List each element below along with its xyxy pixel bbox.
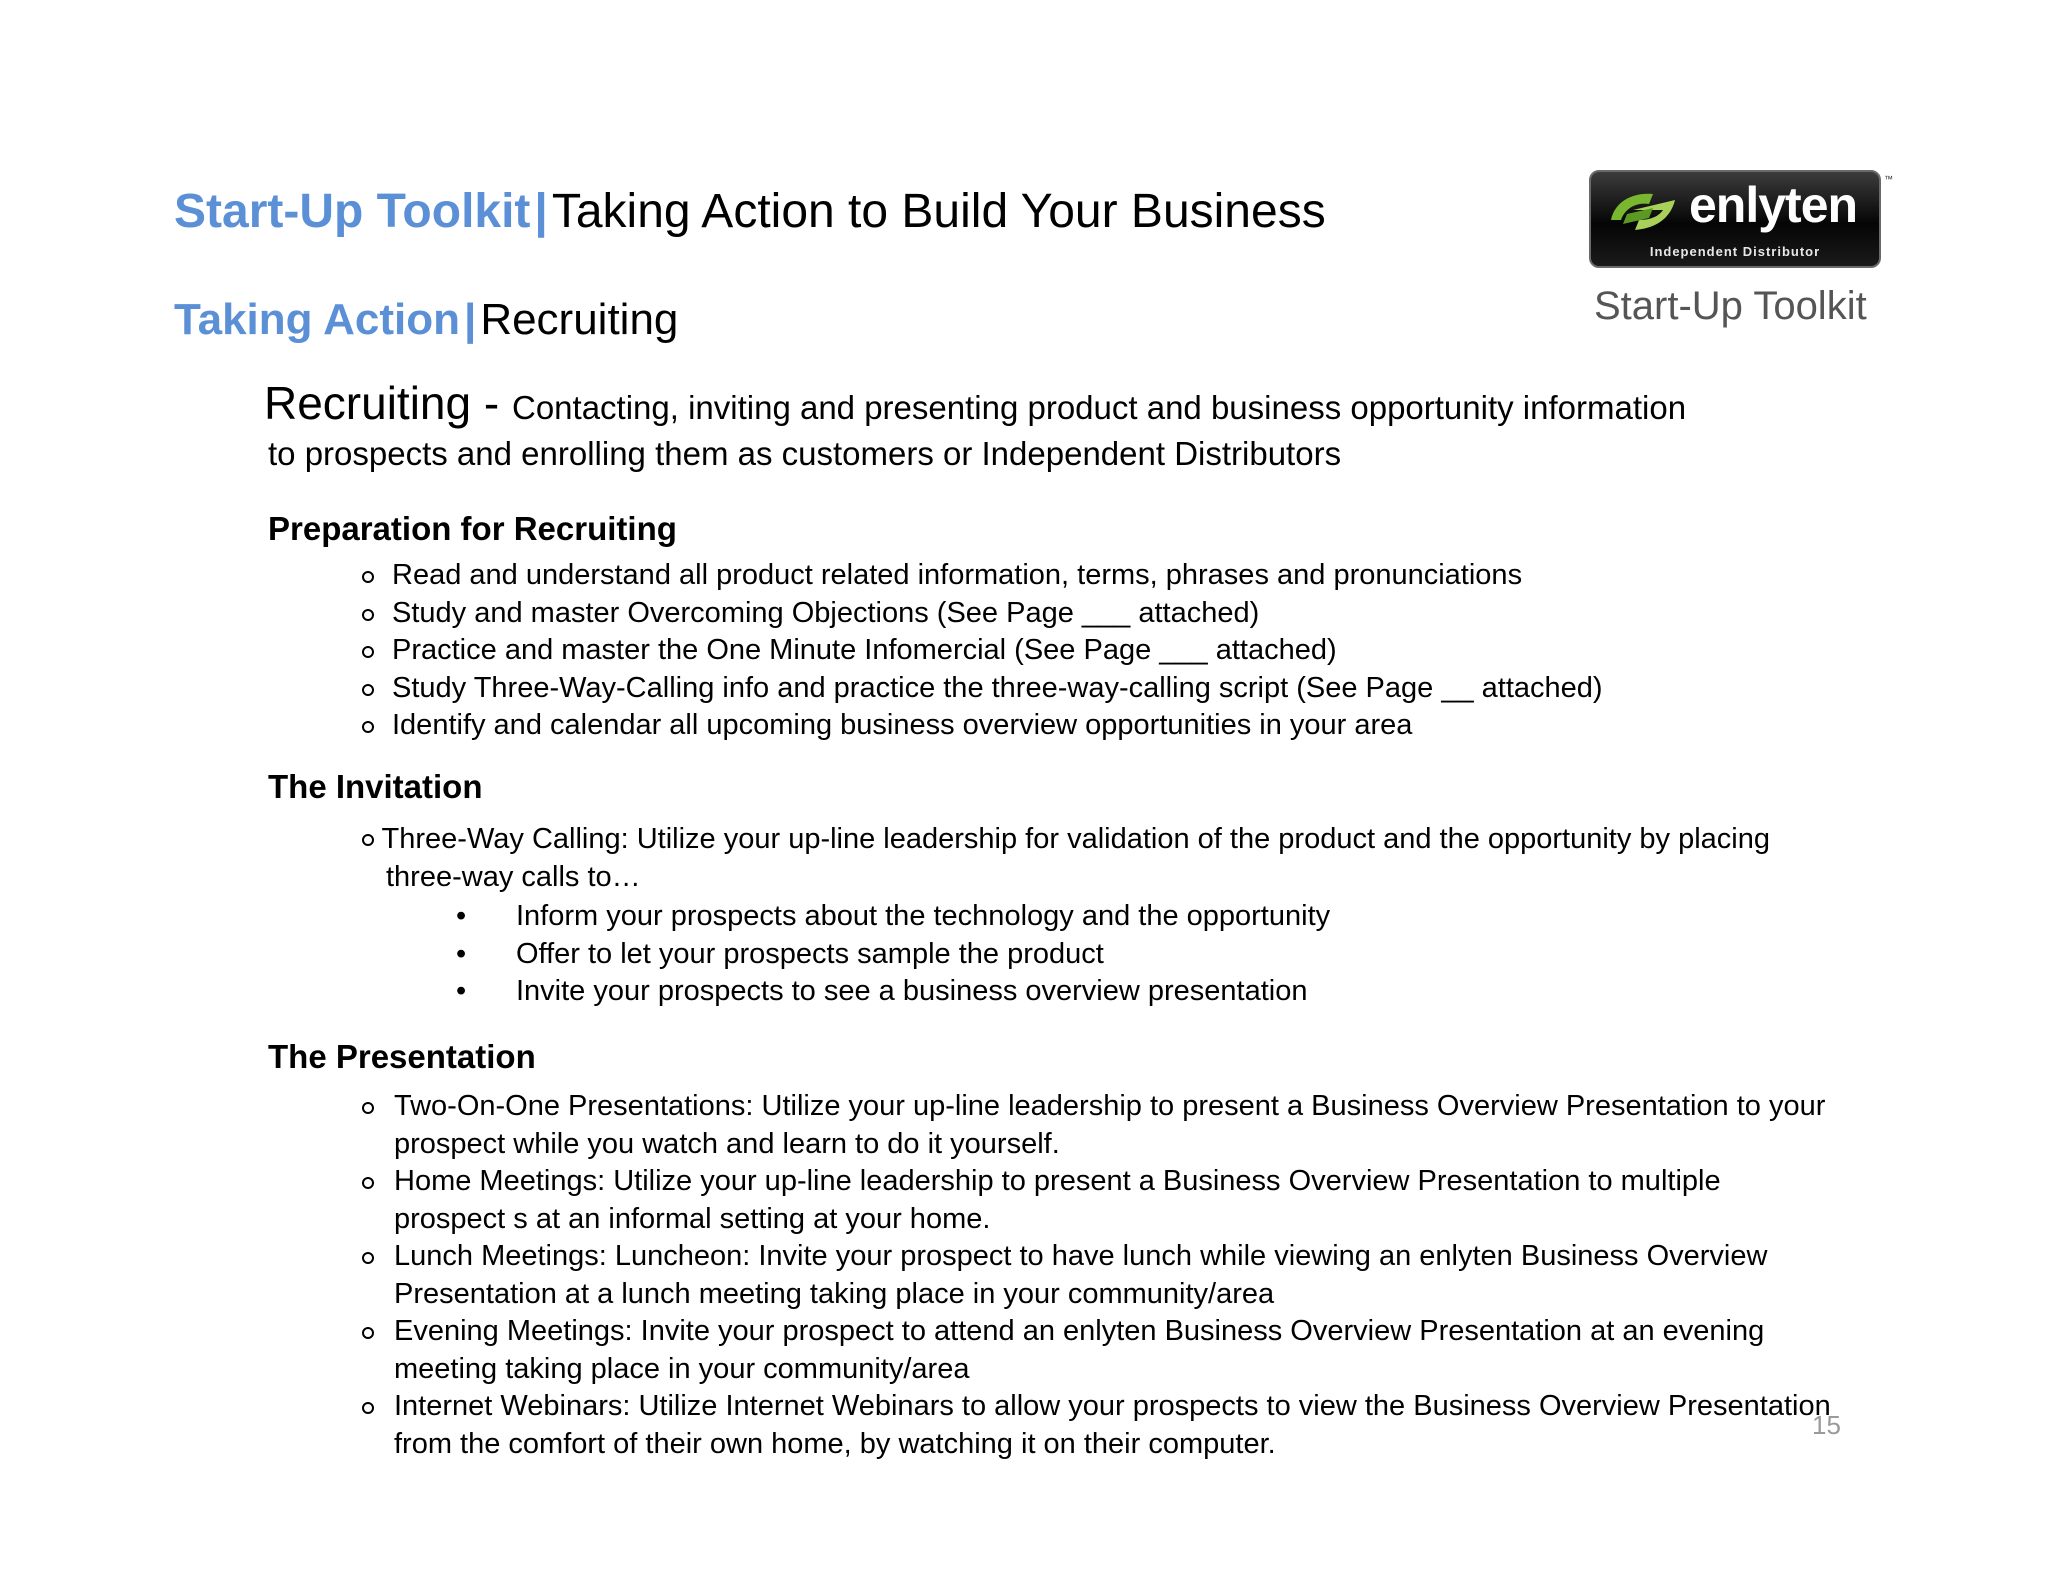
invitation-intro xyxy=(362,820,1770,896)
definition-line-2: to prospects and enrolling them as customers or Independent Distributors xyxy=(268,435,1342,472)
invitation-heading: The Invitation xyxy=(268,768,483,805)
circle-bullet-icon xyxy=(362,834,374,846)
circle-bullet-icon xyxy=(362,1402,374,1414)
page-title xyxy=(174,185,1326,238)
definition-term: Recruiting xyxy=(264,377,472,429)
preparation-list xyxy=(362,557,1603,745)
presentation-heading: The Presentation xyxy=(268,1038,536,1075)
bullet-icon: • xyxy=(456,900,467,932)
circle-bullet-icon xyxy=(362,1177,374,1189)
list-item: Read and understand all product related information, terms, phrases and pronunciations xyxy=(362,557,1603,595)
circle-bullet-icon xyxy=(362,684,374,696)
list-item: Two-On-One Presentations: Utilize your up-line leadership to present a Business Overview Presentation to your prospect while you watch and learn to do it yourself. xyxy=(362,1088,1831,1163)
circle-bullet-icon xyxy=(362,1102,374,1114)
definition-line-1: Contacting, inviting and presenting product and business opportunity information xyxy=(511,389,1687,426)
logo-wordmark: enlyten xyxy=(1689,177,1858,233)
recruiting-definition xyxy=(264,377,1687,477)
list-item: Internet Webinars: Utilize Internet Webinars to allow your prospects to view the Business Overview Presentation from the comfort of their own home, by watching it on their computer. xyxy=(362,1388,1831,1463)
circle-bullet-icon xyxy=(362,1327,374,1339)
section-separator: | xyxy=(464,295,477,344)
title-separator: | xyxy=(534,185,548,238)
subsection-label: Recruiting xyxy=(480,295,679,344)
enlyten-logo xyxy=(1589,170,1881,268)
invitation-intro-line-2: three-way calls to… xyxy=(386,861,641,893)
presentation-list xyxy=(362,1088,1831,1463)
invitation-intro-line-1: Three-Way Calling: Utilize your up-line leadership for validation of the product and the opportunity by placing xyxy=(381,823,1771,855)
enlyten-swoosh-icon xyxy=(1605,186,1681,236)
list-item: • Invite your prospects to see a business overview presentation xyxy=(456,973,1330,1011)
section-label: Taking Action xyxy=(174,295,460,344)
section-title xyxy=(174,295,679,344)
circle-bullet-icon xyxy=(362,1252,374,1264)
bullet-icon: • xyxy=(456,975,467,1007)
title-text: Taking Action to Build Your Business xyxy=(551,185,1326,238)
list-item: Study Three-Way-Calling info and practice the three-way-calling script (See Page __ attached) xyxy=(362,670,1603,708)
list-item: Evening Meetings: Invite your prospect to attend an enlyten Business Overview Presentation at an evening meeting taking place in your community/area xyxy=(362,1313,1831,1388)
invitation-bullet-list xyxy=(456,898,1330,1011)
trademark-symbol: ™ xyxy=(1884,174,1893,184)
circle-bullet-icon xyxy=(362,646,374,658)
page-number: 15 xyxy=(1812,1410,1841,1440)
list-item: Home Meetings: Utilize your up-line leadership to present a Business Overview Presentation to multiple prospect s at an informal setting at your home. xyxy=(362,1163,1831,1238)
circle-bullet-icon xyxy=(362,609,374,621)
list-item: Lunch Meetings: Luncheon: Invite your prospect to have lunch while viewing an enlyten Business Overview Presentation at a lunch meeting taking place in your community/area xyxy=(362,1238,1831,1313)
preparation-heading: Preparation for Recruiting xyxy=(268,510,677,547)
bullet-icon: • xyxy=(456,937,467,970)
logo-caption: Start-Up Toolkit xyxy=(1594,284,1867,328)
brand-label: Start-Up Toolkit xyxy=(174,185,531,238)
list-item: • Offer to let your prospects sample the product xyxy=(456,936,1330,974)
list-item: Identify and calendar all upcoming business overview opportunities in your area xyxy=(362,707,1603,745)
logo-tagline: Independent Distributor xyxy=(1649,244,1821,259)
list-item: • Inform your prospects about the technology and the opportunity xyxy=(456,898,1330,936)
definition-dash: - xyxy=(471,377,512,429)
list-item: Study and master Overcoming Objections (See Page ___ attached) xyxy=(362,595,1603,633)
circle-bullet-icon xyxy=(362,721,374,733)
circle-bullet-icon xyxy=(362,571,374,583)
list-item: Practice and master the One Minute Infomercial (See Page ___ attached) xyxy=(362,632,1603,670)
